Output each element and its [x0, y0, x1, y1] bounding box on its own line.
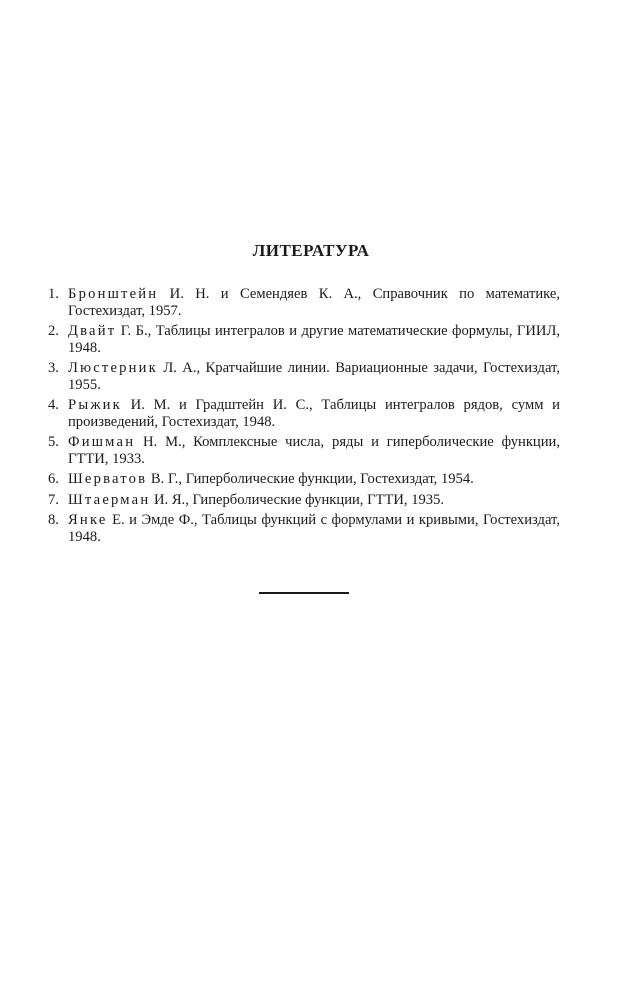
reference-author: Фишман	[68, 434, 136, 450]
reference-number: 4.	[48, 397, 59, 413]
page-title: ЛИТЕРАТУРА	[252, 241, 370, 260]
reference-author: Рыжик	[68, 397, 122, 413]
reference-author: Двайт	[68, 323, 117, 339]
reference-item	[48, 397, 560, 430]
reference-text: И. Я., Гиперболические функции, ГТТИ, 1935.	[150, 491, 445, 508]
reference-item	[48, 471, 560, 488]
reference-item	[48, 286, 560, 319]
reference-number: 3.	[48, 360, 59, 376]
reference-author: Бронштейн	[68, 286, 159, 302]
reference-item	[48, 492, 560, 509]
reference-author: Янке	[68, 512, 108, 528]
reference-author: Люстерник	[68, 360, 158, 376]
reference-item	[48, 323, 560, 356]
reference-number: 8.	[48, 512, 59, 528]
reference-number: 5.	[48, 434, 59, 450]
reference-text: И. Н. и Семендяев К. А., Справочник по математике, Гостехиздат, 1957.	[68, 286, 560, 319]
reference-author: Штаерман	[68, 491, 151, 508]
end-rule	[259, 592, 349, 594]
reference-item	[48, 360, 560, 393]
reference-list	[48, 286, 560, 549]
reference-author: Шерватов	[68, 471, 148, 487]
reference-item	[48, 512, 560, 545]
reference-number: 7.	[48, 491, 59, 508]
reference-text: Н. М., Комплексные числа, ряды и гиперболические функции, ГТТИ, 1933.	[68, 434, 560, 467]
reference-text: В. Г., Гиперболические функции, Гостехиздат, 1954.	[147, 471, 474, 487]
reference-number: 2.	[48, 323, 59, 339]
reference-item	[48, 434, 560, 467]
reference-number: 1.	[48, 286, 59, 302]
reference-text: Л. А., Кратчайшие линии. Вариационные задачи, Гостехиздат, 1955.	[68, 360, 560, 393]
reference-text: Г. Б., Таблицы интегралов и другие математические формулы, ГИИЛ, 1948.	[68, 323, 560, 356]
reference-text: И. М. и Градштейн И. С., Таблицы интегралов рядов, сумм и произведений, Гостехиздат, 1948.	[68, 397, 560, 430]
reference-number: 6.	[48, 471, 59, 487]
reference-text: Е. и Эмде Ф., Таблицы функций с формулами и кривыми, Гостехиздат, 1948.	[68, 512, 560, 545]
